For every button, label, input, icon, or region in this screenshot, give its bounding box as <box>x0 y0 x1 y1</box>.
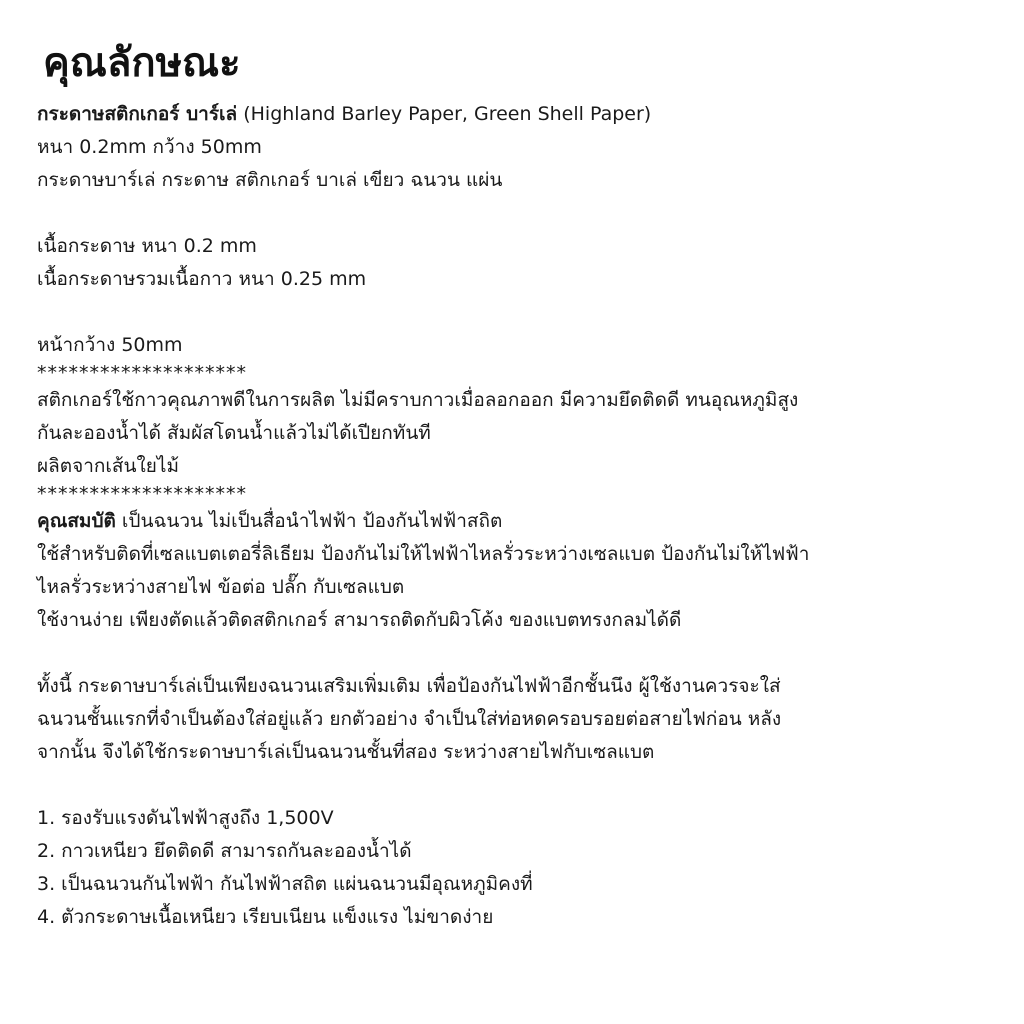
feature-item: 4. ตัวกระดาษเนื้อเหนียว เรียบเนียน แข็งแรง ไม่ขาดง่าย <box>37 906 494 928</box>
feature-item: 2. กาวเหนียว ยึดติดดี สามารถกันละอองน้ำได้ <box>37 840 412 862</box>
page-title: คุณลักษณะ <box>43 40 241 86</box>
keywords-line: กระดาษบาร์เล่ กระดาษ สติกเกอร์ บาเล่ เขียว ฉนวน แผ่น <box>37 169 503 191</box>
size-spec: หนา 0.2mm กว้าง 50mm <box>37 136 262 158</box>
properties-label: คุณสมบัติ <box>37 510 116 532</box>
description-line: ผลิตจากเส้นใยไม้ <box>37 455 179 477</box>
total-thickness: เนื้อกระดาษรวมเนื้อกาว หนา 0.25 mm <box>37 268 367 290</box>
properties-summary: เป็นฉนวน ไม่เป็นสื่อนำไฟฟ้า ป้องกันไฟฟ้าสถิต <box>115 510 503 532</box>
separator: ******************** <box>37 362 247 384</box>
spacer <box>37 296 984 329</box>
note-line: จากนั้น จึงได้ใช้กระดาษบาร์เล่เป็นฉนวนชั้นที่สอง ระหว่างสายไฟกับเซลแบต <box>37 741 655 763</box>
description-block <box>37 384 984 483</box>
feature-item: 1. รองรับแรงดันไฟฟ้าสูงถึง 1,500V <box>37 807 334 829</box>
description-line: กันละอองน้ำได้ สัมผัสโดนน้ำแล้วไม่ได้เปียกทันที <box>37 422 431 444</box>
description-line: สติกเกอร์ใช้กาวคุณภาพดีในการผลิต ไม่มีคราบกาวเมื่อลอกออก มีความยึดติดดี ทนอุณหภูมิสูง <box>37 389 799 411</box>
spacer <box>37 637 984 670</box>
width-spec: หน้ากว้าง 50mm <box>37 334 183 356</box>
feature-item: 3. เป็นฉนวนกันไฟฟ้า กันไฟฟ้าสถิต แผ่นฉนวนมีอุณหภูมิคงที่ <box>37 873 533 895</box>
note-line: ฉนวนชั้นแรกที่จำเป็นต้องใส่อยู่แล้ว ยกตัวอย่าง จำเป็นใส่ท่อหดครอบรอยต่อสายไฟก่อน หลัง <box>37 708 782 730</box>
product-name-line <box>37 98 984 131</box>
spacer <box>37 769 984 802</box>
paper-thickness: เนื้อกระดาษ หนา 0.2 mm <box>37 235 257 257</box>
spacer <box>37 197 984 230</box>
separator: ******************** <box>37 483 247 505</box>
feature-list <box>37 802 984 934</box>
note-line: ทั้งนี้ กระดาษบาร์เล่เป็นเพียงฉนวนเสริมเพิ่มเติม เพื่อป้องกันไฟฟ้าอีกชั้นนึง ผู้ใช้งานควรจะใส่ <box>37 675 781 697</box>
properties-line: ใช้สำหรับติดที่เซลแบตเตอรี่ลิเธียม ป้องกันไม่ให้ไฟฟ้าไหลรั่วระหว่างเซลแบต ป้องกันไม่ให้ไฟฟ้า <box>37 543 810 565</box>
product-alt-names: (Highland Barley Paper, Green Shell Paper) <box>237 103 652 125</box>
properties-heading-line <box>37 505 984 538</box>
product-name: กระดาษสติกเกอร์ บาร์เล่ <box>37 103 238 125</box>
properties-line: ไหลรั่วระหว่างสายไฟ ข้อต่อ ปลั๊ก กับเซลแบต <box>37 576 405 598</box>
note-block <box>37 670 984 769</box>
properties-line: ใช้งานง่าย เพียงตัดแล้วติดสติกเกอร์ สามารถติดกับผิวโค้ง ของแบตทรงกลมได้ดี <box>37 609 682 631</box>
properties-block <box>37 505 984 637</box>
